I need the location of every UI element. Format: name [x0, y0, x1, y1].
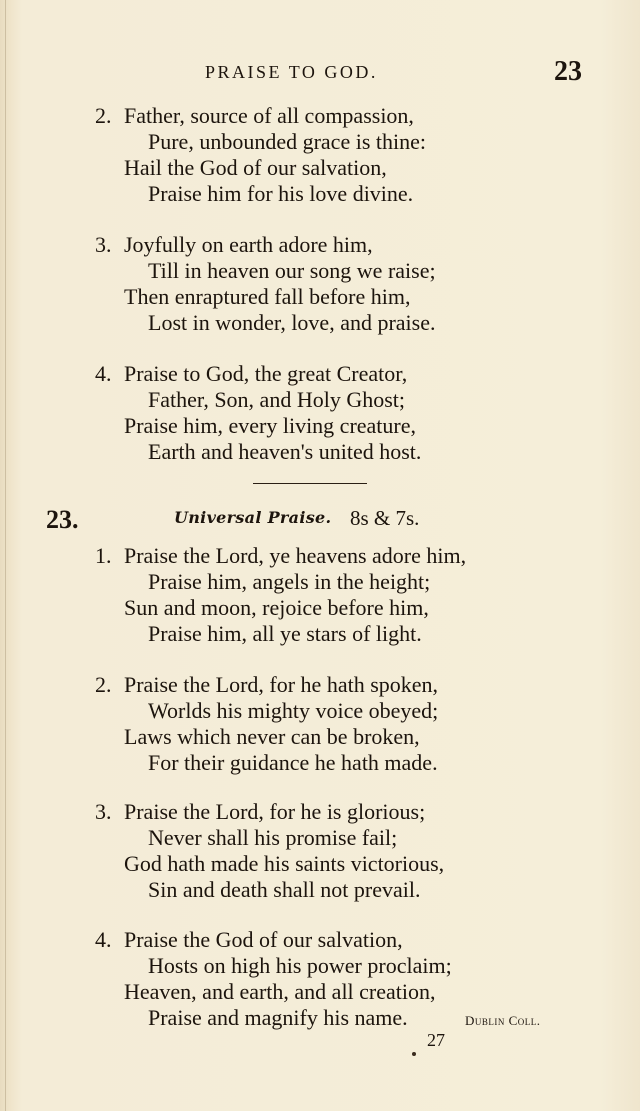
- hymn-meter: 8s & 7s.: [350, 506, 420, 530]
- stanza-line: Praise and magnify his name.: [148, 1005, 408, 1030]
- stanza-line: Hail the God of our salvation,: [124, 155, 387, 180]
- hymn-stanza-1: [95, 543, 466, 647]
- stanza-line: Praise him for his love divine.: [148, 181, 414, 206]
- stanza-line-text: Father, source of all compassion,: [124, 103, 414, 128]
- stanza-line: Lost in wonder, love, and praise.: [148, 310, 436, 335]
- stanza-number: 3.: [95, 232, 112, 257]
- hymn-stanza-4: [95, 927, 452, 1031]
- ink-dot: [412, 1052, 416, 1056]
- stanza-number: 3.: [95, 799, 112, 824]
- stanza-line-text: Praise the Lord, for he hath spoken,: [124, 672, 439, 697]
- hymn-title: Universal Praise.: [174, 508, 332, 527]
- stanza-line: Sun and moon, rejoice before him,: [124, 595, 429, 620]
- stanza-line: Heaven, and earth, and all creation,: [124, 979, 436, 1004]
- stanza-line: God hath made his saints victorious,: [124, 851, 445, 876]
- stanza-line-text: Praise the God of our salvation,: [124, 927, 403, 952]
- stanza-line-text: Praise to God, the great Creator,: [124, 361, 408, 386]
- stanza-line: Father, Son, and Holy Ghost;: [148, 387, 405, 412]
- hymn-stanza-3: [95, 799, 444, 903]
- signature-mark: 27: [427, 1030, 445, 1050]
- stanza-line: [95, 927, 452, 953]
- stanza-line: [95, 672, 438, 698]
- stanza-line: [95, 543, 466, 569]
- stanza-line: Praise him, all ye stars of light.: [148, 621, 422, 646]
- stanza-line: Praise him, every living creature,: [124, 413, 417, 438]
- stanza-line: Sin and death shall not prevail.: [148, 877, 421, 902]
- stanza-number: 2.: [95, 103, 112, 128]
- stanza-line: [95, 799, 444, 825]
- stanza-line-text: Joyfully on earth adore him,: [124, 232, 373, 257]
- stanza-number: 4.: [95, 927, 112, 952]
- hymn-attribution: Dublin Coll.: [465, 1013, 541, 1028]
- section-divider: [253, 483, 367, 484]
- running-title: PRAISE TO GOD.: [205, 62, 378, 82]
- stanza-line: Earth and heaven's united host.: [148, 439, 422, 464]
- page-number: 23: [554, 56, 582, 87]
- stanza-line: Laws which never can be broken,: [124, 724, 420, 749]
- hymn-stanza-2: [95, 672, 438, 776]
- prev-stanza-4: [95, 361, 421, 465]
- stanza-line-text: Praise the Lord, ye heavens adore him,: [124, 543, 467, 568]
- stanza-number: 2.: [95, 672, 112, 697]
- prev-stanza-2: [95, 103, 426, 207]
- hymn-number: 23.: [46, 505, 79, 534]
- stanza-line: Till in heaven our song we raise;: [148, 258, 436, 283]
- stanza-number: 4.: [95, 361, 112, 386]
- stanza-line: Never shall his promise fail;: [148, 825, 398, 850]
- stanza-line: Hosts on high his power proclaim;: [148, 953, 452, 978]
- stanza-line: Pure, unbounded grace is thine:: [148, 129, 426, 154]
- stanza-line: [95, 103, 426, 129]
- stanza-line: [95, 232, 436, 258]
- stanza-line: Worlds his mighty voice obeyed;: [148, 698, 439, 723]
- stanza-line: [95, 361, 421, 387]
- page-edge-line: [5, 0, 6, 1111]
- stanza-line-text: Praise the Lord, for he is glorious;: [124, 799, 426, 824]
- stanza-number: 1.: [95, 543, 112, 568]
- stanza-line: Then enraptured fall before him,: [124, 284, 411, 309]
- stanza-line: Praise him, angels in the height;: [148, 569, 431, 594]
- stanza-line: For their guidance he hath made.: [148, 750, 438, 775]
- prev-stanza-3: [95, 232, 436, 336]
